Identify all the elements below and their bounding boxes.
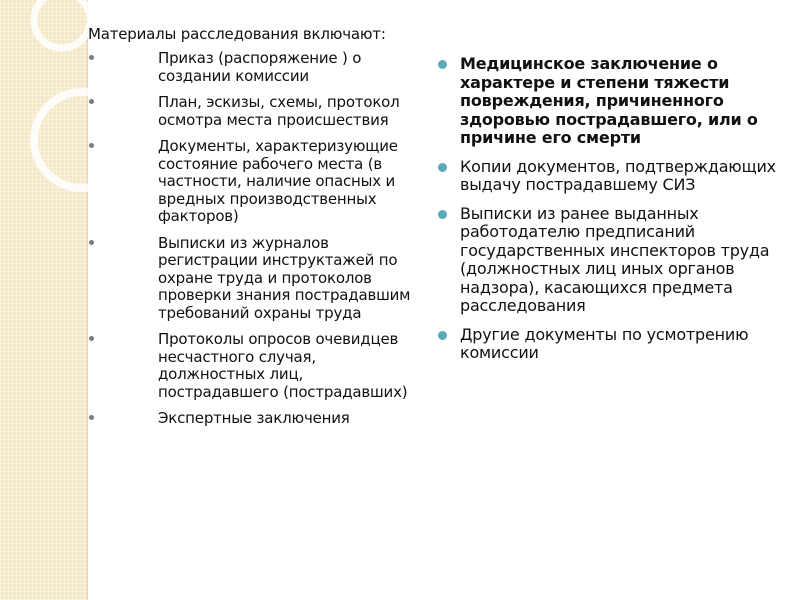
list-item [88, 410, 424, 428]
list-item-text: Другие документы по усмотрению комиссии [460, 324, 749, 362]
list-item-text: Копии документов, подтверждающих выдачу пострадавшему СИЗ [460, 156, 776, 194]
list-item [438, 205, 790, 316]
list-item-text: Приказ (распоряжение ) о создании комиссии [158, 49, 362, 85]
bullet-icon [438, 163, 447, 172]
list-item [438, 55, 790, 148]
right-list [438, 55, 790, 363]
list-item [88, 138, 424, 226]
section-heading: Материалы расследования включают: [88, 25, 386, 43]
bullet-icon [438, 210, 447, 219]
bullet-icon [438, 60, 447, 69]
bullet-icon [89, 415, 94, 420]
list-item-text: Медицинское заключение о характере и степени тяжести повреждения, причиненного здоровью пострадавшего, или о причине его смерти [460, 54, 758, 147]
list-item [438, 326, 790, 363]
bullet-icon [89, 143, 94, 148]
decorative-circles [0, 0, 88, 600]
list-item-text: Документы, характеризующие состояние рабочего места (в частности, наличие опасных и вредных производственных факторов) [158, 137, 398, 225]
bullet-icon [89, 99, 94, 104]
list-item-text: План, эскизы, схемы, протокол осмотра места происшествия [158, 93, 400, 129]
left-list [88, 50, 424, 428]
bullet-icon [89, 55, 94, 60]
list-item-text: Выписки из журналов регистрации инструктажей по охране труда и протоколов проверки знания пострадавшим требований охраны труда [158, 233, 411, 322]
list-item [88, 50, 424, 85]
list-item-text: Экспертные заключения [158, 409, 350, 427]
bullet-icon [89, 336, 94, 341]
bullet-icon [89, 240, 94, 245]
decorative-side-band [0, 0, 88, 600]
list-item-text: Протоколы опросов очевидцев несчастного случая, должностных лиц, пострадавшего (пострадавших) [158, 330, 408, 401]
bullet-icon [438, 331, 447, 340]
list-item [88, 94, 424, 129]
list-item-text: Выписки из ранее выданных работодателю предписаний государственных инспекторов труда (должностных лиц иных органов надзора), касающихся предмета расследования [460, 203, 770, 315]
right-column [438, 55, 790, 373]
list-item [88, 331, 424, 401]
left-column [88, 24, 424, 437]
list-item [88, 235, 424, 323]
list-item [438, 158, 790, 195]
